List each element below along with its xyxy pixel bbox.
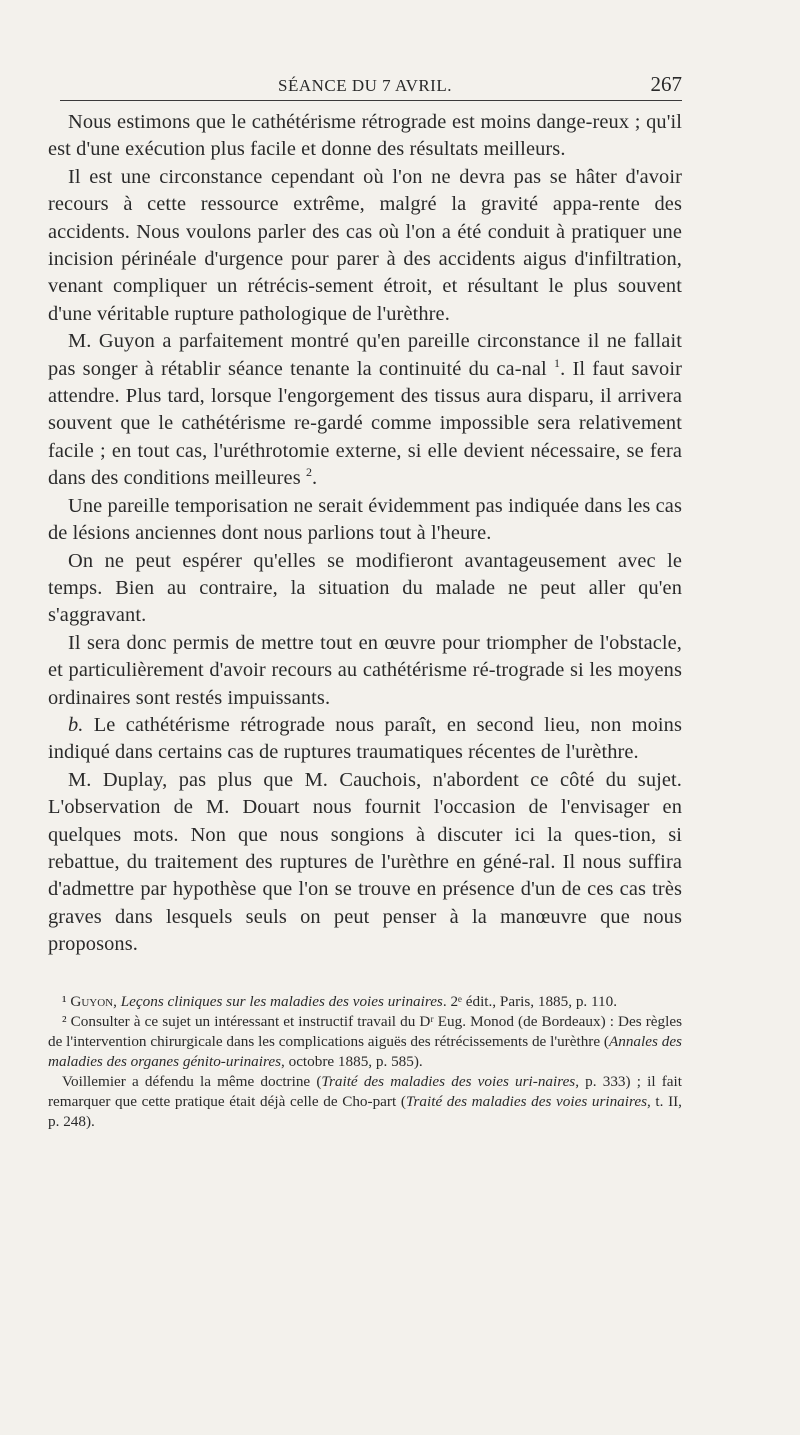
header-rule (60, 100, 682, 101)
paragraph-3-text-c: . (312, 467, 318, 490)
footnote-3 (48, 1072, 682, 1132)
paragraph-5: On ne peut espérer qu'elles se modifieront avantageusement avec le temps. Bien au contraire, la situation du malade ne peut aller qu'en s'aggravant. (48, 549, 682, 627)
footnote-1-rest: . 2ᵉ édit., Paris, 1885, p. 110. (442, 992, 618, 1010)
footnote-2-text-b: , octobre 1885, p. 585). (281, 1052, 423, 1070)
body-text (48, 109, 682, 959)
footnote-3-text-b: , p. 333) ; il fait remarquer que cette pratique était déjà celle de Cho-part ( (48, 1072, 682, 1110)
footnote-1-title: Leçons cliniques sur les maladies des voies urinaires (120, 992, 443, 1010)
paragraph-7-text: Le cathétérisme rétrograde nous paraît, en second lieu, non moins indiqué dans certains cas de ruptures traumatiques récentes de l'urèthre. (48, 713, 682, 764)
footnote-ref-1: 1 (553, 355, 561, 370)
footnote-2-text-a: Consulter à ce sujet un intéressant et instructif travail du Dʳ Eug. Monod (de Bordeaux) : Des règles de l'intervention chirurgicale dans les complications aiguës des rétrécissements de l'urèthre ( (48, 1012, 682, 1050)
footnote-3-text-a: Voillemier a défendu la même doctrine ( (62, 1072, 322, 1090)
paragraph-4: Une pareille temporisation ne serait évidemment pas indiquée dans les cas de lésions anciennes dont nous parlions tout à l'heure. (48, 494, 682, 545)
running-head (48, 70, 682, 100)
footnote-3-title-2: Traité des maladies des voies urinaires (405, 1092, 647, 1110)
footnote-1 (48, 992, 682, 1012)
footnote-1-mark: ¹ (62, 992, 67, 1010)
paragraph-3-text-b: . Il faut savoir attendre. Plus tard, lorsque l'engorgement des tissus aura disparu, il arrivera souvent que le cathétérisme re-gardé comme impossible sera relativement facile ; en tout cas, l'uréthrotomie externe, si elle devient nécessaire, se fera dans des conditions meilleures (48, 357, 682, 490)
footnote-2-mark: ² (62, 1012, 67, 1030)
paragraph-3-text-a: M. Guyon a parfaitement montré qu'en pareille circonstance il ne fallait pas songer à rétablir séance tenante la continuité du ca-nal (48, 330, 682, 380)
paragraph-8: M. Duplay, pas plus que M. Cauchois, n'abordent ce côté du sujet. L'observation de M. Douart nous fournit l'occasion de l'envisager en quelques mots. Non que nous songions à discuter ici la ques-tion, si rebattue, du traitement des ruptures de l'urèthre en géné-ral. Il nous suffira d'admettre par hypothèse que l'on se trouve en présence d'un de ces cas très graves dans lesquels seuls on peut penser à la manœuvre que nous proposons. (48, 768, 682, 956)
paragraph-1: Nous estimons que le cathétérisme rétrograde est moins dange-reux ; qu'il est d'une exécution plus facile et donne des résultats meilleurs. (48, 111, 682, 161)
paragraph-3 (48, 328, 682, 492)
paragraph-2: Il est une circonstance cependant où l'on ne devra pas se hâter d'avoir recours à cette ressource extrême, malgré la gravité appa-rente des accidents. Nous voulons parler des cas où l'on a été conduit à pratiquer une incision périnéale d'urgence pour parer à des accidents aigus d'infiltration, venant compliquer un rétrécis-sement étroit, et résultant le plus souvent d'une véritable rupture pathologique de l'urèthre. (48, 165, 682, 325)
footnote-1-sep: , (113, 992, 121, 1010)
footnote-2-journal: Annales des maladies des organes génito-urinaires (48, 1032, 682, 1070)
book-page (48, 70, 682, 1132)
paragraph-6: Il sera donc permis de mettre tout en œuvre pour triompher de l'obstacle, et particulièrement d'avoir recours au cathétérisme ré-trograde si les moyens ordinaires sont restés impuissants. (48, 631, 682, 709)
footnote-ref-2: 2 (305, 465, 313, 480)
paragraph-7 (48, 712, 682, 767)
page-number: 267 (650, 72, 682, 96)
footnote-2 (48, 1012, 682, 1072)
footnote-3-title: Traité des maladies des voies uri-naires (321, 1072, 576, 1090)
footnote-3-text-c: , t. II, p. 248). (48, 1092, 682, 1130)
running-title: SÉANCE DU 7 AVRIL. (278, 76, 452, 95)
footnote-1-author: Guyon (70, 992, 114, 1010)
footnotes (48, 992, 682, 1132)
section-letter: b. (68, 713, 84, 736)
